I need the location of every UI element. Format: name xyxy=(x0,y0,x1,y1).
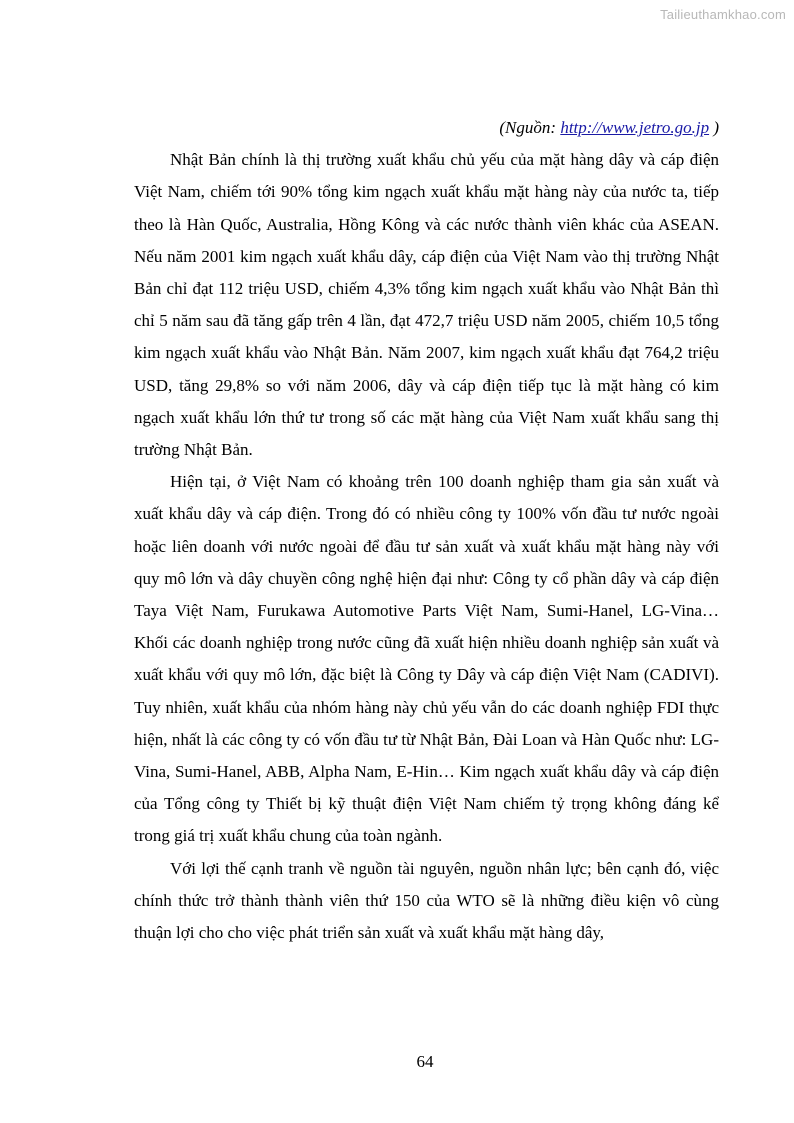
source-suffix: ) xyxy=(709,118,719,137)
source-prefix: (Nguồn: xyxy=(499,118,561,137)
source-link[interactable]: http://www.jetro.go.jp xyxy=(560,118,710,137)
paragraph-competitive-advantage: Với lợi thế cạnh tranh về nguồn tài nguyên, nguồn nhân lực; bên cạnh đó, việc chính thức trở thành thành viên thứ 150 của WTO sẽ là những điều kiện vô cùng thuận lợi cho cho việc phát triển sản xuất và xuất khẩu mặt hàng dây, xyxy=(134,858,719,943)
paragraph-japan-market: Nhật Bản chính là thị trường xuất khẩu chủ yếu của mặt hàng dây và cáp điện Việt Nam, chiếm tới 90% tổng kim ngạch xuất khẩu mặt hàng này của nước ta, tiếp theo là Hàn Quốc, Australia, Hồng Kông và các nước thành viên khác của ASEAN. Nếu năm 2001 kim ngạch xuất khẩu dây, cáp điện của Việt Nam vào thị trường Nhật Bản chỉ đạt 112 triệu USD, chiếm 4,3% tổng kim ngạch xuất khẩu vào Nhật Bản thì chỉ 5 năm sau đã tăng gấp trên 4 lần, đạt 472,7 triệu USD năm 2005, chiếm 10,5 tổng kim ngạch xuất khẩu vào Nhật Bản. Năm 2007, kim ngạch xuất khẩu đạt 764,2 triệu USD, tăng 29,8% so với năm 2006, dây và cáp điện tiếp tục là mặt hàng có kim ngạch xuất khẩu lớn thứ tư trong số các mặt hàng của Việt Nam xuất khẩu sang thị trường Nhật Bản. xyxy=(134,150,719,460)
page-number: 64 xyxy=(416,1052,434,1071)
paragraph-vietnam-enterprises: Hiện tại, ở Việt Nam có khoảng trên 100 doanh nghiệp tham gia sản xuất và xuất khẩu dây và cáp điện. Trong đó có nhiều công ty 100% vốn đầu tư nước ngoài hoặc liên doanh với nước ngoài để đầu tư sản xuất và xuất khẩu mặt hàng này với quy mô lớn và dây chuyền công nghệ hiện đại như: Công ty cổ phần dây và cáp điện Taya Việt Nam, Furukawa Automotive Parts Việt Nam, Sumi-Hanel, LG-Vina… Khối các doanh nghiệp trong nước cũng đã xuất hiện nhiều doanh nghiệp sản xuất và xuất khẩu với quy mô lớn, đặc biệt là Công ty Dây và cáp điện Việt Nam (CADIVI). Tuy nhiên, xuất khẩu của nhóm hàng này chủ yếu vẫn do các doanh nghiệp FDI thực hiện, nhất là các công ty có vốn đầu tư từ Nhật Bản, Đài Loan và Hàn Quốc như: LG-Vina, Sumi-Hanel, ABB, Alpha Nam, E-Hin… Kim ngạch xuất khẩu dây và cáp điện của Tổng công ty Thiết bị kỹ thuật điện Việt Nam chiếm tỷ trọng không đáng kể trong giá trị xuất khẩu chung của toàn ngành. xyxy=(134,472,719,846)
watermark: Tailieuthamkhao.com xyxy=(660,7,786,22)
source-citation xyxy=(134,112,719,144)
document-body xyxy=(134,112,719,949)
